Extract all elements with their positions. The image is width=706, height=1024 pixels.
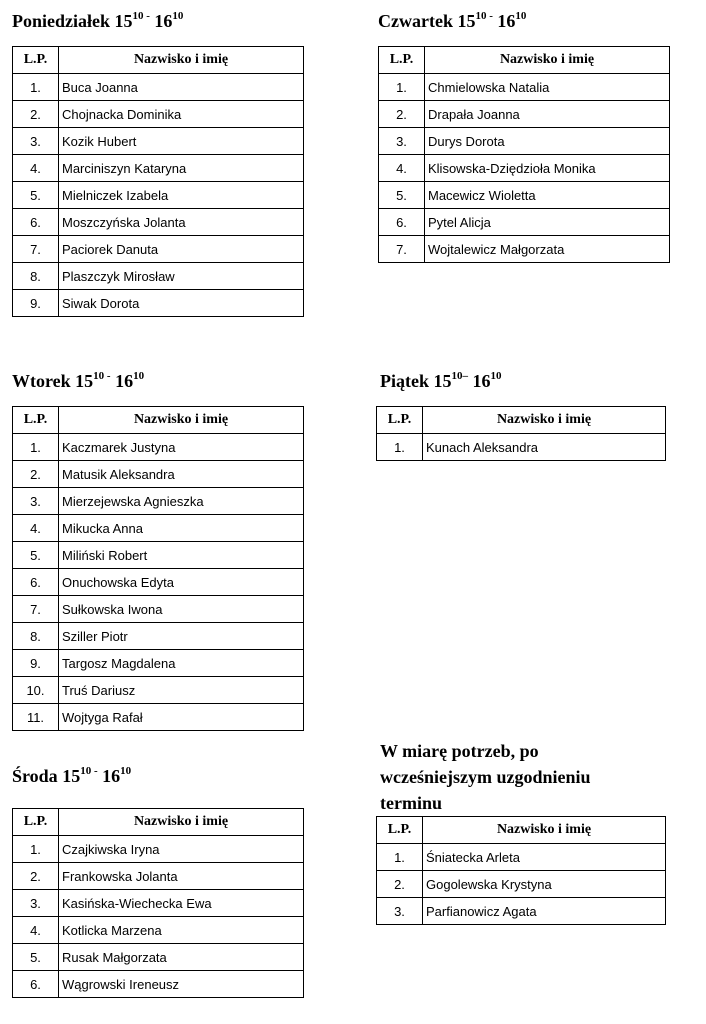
table-row	[377, 844, 666, 871]
row-number: 6.	[13, 209, 59, 236]
row-person-name: Wojtalewicz Małgorzata	[425, 236, 670, 263]
row-number: 2.	[377, 871, 423, 898]
col-header-lp: L.P.	[377, 407, 423, 434]
schedule-table	[376, 816, 666, 925]
table-row	[13, 596, 304, 623]
row-number: 7.	[13, 596, 59, 623]
section-title: Wtorek $15^{10}$ - $16^{10}$	[12, 370, 145, 391]
table-row	[379, 236, 670, 263]
section-title: Czwartek $15^{10}$ - $16^{10}$	[378, 10, 527, 31]
row-person-name: Klisowska-Dziędzioła Monika	[425, 155, 670, 182]
section-czwartek	[378, 10, 670, 263]
col-header-lp: L.P.	[13, 809, 59, 836]
row-number: 11.	[13, 704, 59, 731]
row-number: 4.	[13, 155, 59, 182]
row-number: 5.	[13, 182, 59, 209]
table-row	[13, 461, 304, 488]
row-person-name: Siwak Dorota	[59, 290, 304, 317]
row-number: 5.	[13, 944, 59, 971]
table-row	[13, 101, 304, 128]
row-person-name: Matusik Aleksandra	[59, 461, 304, 488]
section-piatek	[380, 370, 666, 461]
row-number: 2.	[13, 461, 59, 488]
table-row	[13, 515, 304, 542]
table-row	[377, 898, 666, 925]
row-number: 1.	[377, 844, 423, 871]
row-number: 10.	[13, 677, 59, 704]
table-row	[13, 863, 304, 890]
table-row	[13, 623, 304, 650]
row-number: 2.	[13, 101, 59, 128]
row-number: 9.	[13, 650, 59, 677]
col-header-lp: L.P.	[379, 47, 425, 74]
col-header-lp: L.P.	[13, 407, 59, 434]
row-person-name: Wągrowski Ireneusz	[59, 971, 304, 998]
row-person-name: Miliński Robert	[59, 542, 304, 569]
row-number: 6.	[379, 209, 425, 236]
row-person-name: Kozik Hubert	[59, 128, 304, 155]
row-number: 3.	[13, 128, 59, 155]
col-header-name: Nazwisko i imię	[59, 407, 304, 434]
row-person-name: Mikucka Anna	[59, 515, 304, 542]
table-row	[377, 434, 666, 461]
col-header-name: Nazwisko i imię	[59, 809, 304, 836]
row-number: 8.	[13, 263, 59, 290]
row-number: 9.	[13, 290, 59, 317]
schedule-table	[12, 808, 304, 998]
row-number: 4.	[379, 155, 425, 182]
table-row	[379, 182, 670, 209]
table-row	[379, 155, 670, 182]
table-row	[13, 263, 304, 290]
row-number: 4.	[13, 515, 59, 542]
table-row	[379, 101, 670, 128]
row-person-name: Wojtyga Rafał	[59, 704, 304, 731]
table-row	[13, 182, 304, 209]
table-row	[379, 128, 670, 155]
table-row	[13, 488, 304, 515]
row-person-name: Moszczyńska Jolanta	[59, 209, 304, 236]
row-number: 5.	[13, 542, 59, 569]
row-person-name: Buca Joanna	[59, 74, 304, 101]
section-inne	[380, 738, 666, 925]
row-person-name: Onuchowska Edyta	[59, 569, 304, 596]
table-row	[13, 74, 304, 101]
row-person-name: Mierzejewska Agnieszka	[59, 488, 304, 515]
row-person-name: Pytel Alicja	[425, 209, 670, 236]
schedule-table	[376, 406, 666, 461]
table-row	[13, 209, 304, 236]
row-number: 1.	[13, 74, 59, 101]
row-person-name: Kasińska-Wiechecka Ewa	[59, 890, 304, 917]
table-row	[13, 677, 304, 704]
row-number: 1.	[379, 74, 425, 101]
table-row	[13, 542, 304, 569]
row-person-name: Kunach Aleksandra	[423, 434, 666, 461]
table-row	[13, 917, 304, 944]
row-number: 7.	[379, 236, 425, 263]
section-title: Piątek $15^{10-}$ $16^{10}$	[380, 370, 502, 391]
col-header-name: Nazwisko i imię	[59, 47, 304, 74]
section-title: Środa $15^{10}$ - $16^{10}$	[12, 765, 132, 786]
row-person-name: Truś Dariusz	[59, 677, 304, 704]
section-wtorek	[12, 370, 304, 731]
row-number: 6.	[13, 569, 59, 596]
row-number: 6.	[13, 971, 59, 998]
table-row	[13, 434, 304, 461]
row-number: 1.	[377, 434, 423, 461]
table-row	[13, 155, 304, 182]
row-person-name: Paciorek Danuta	[59, 236, 304, 263]
row-person-name: Mielniczek Izabela	[59, 182, 304, 209]
table-row	[13, 836, 304, 863]
row-number: 4.	[13, 917, 59, 944]
table-row	[13, 569, 304, 596]
row-number: 3.	[13, 488, 59, 515]
row-number: 2.	[379, 101, 425, 128]
row-person-name: Macewicz Wioletta	[425, 182, 670, 209]
row-number: 5.	[379, 182, 425, 209]
col-header-lp: L.P.	[377, 817, 423, 844]
table-row	[13, 890, 304, 917]
row-person-name: Parfianowicz Agata	[423, 898, 666, 925]
col-header-lp: L.P.	[13, 47, 59, 74]
row-number: 3.	[379, 128, 425, 155]
row-person-name: Kaczmarek Justyna	[59, 434, 304, 461]
row-person-name: Sułkowska Iwona	[59, 596, 304, 623]
row-number: 3.	[13, 890, 59, 917]
table-row	[13, 944, 304, 971]
row-person-name: Chmielowska Natalia	[425, 74, 670, 101]
row-number: 2.	[13, 863, 59, 890]
row-person-name: Plaszczyk Mirosław	[59, 263, 304, 290]
table-row	[13, 128, 304, 155]
row-person-name: Kotlicka Marzena	[59, 917, 304, 944]
row-person-name: Gogolewska Krystyna	[423, 871, 666, 898]
row-person-name: Rusak Małgorzata	[59, 944, 304, 971]
row-person-name: Targosz Magdalena	[59, 650, 304, 677]
row-person-name: Chojnacka Dominika	[59, 101, 304, 128]
table-row	[379, 209, 670, 236]
table-row	[13, 704, 304, 731]
row-person-name: Durys Dorota	[425, 128, 670, 155]
table-row	[13, 971, 304, 998]
table-row	[13, 650, 304, 677]
section-title: W miarę potrzeb, po wcześniejszym uzgodnieniu terminu	[380, 741, 591, 813]
row-person-name: Drapała Joanna	[425, 101, 670, 128]
row-person-name: Marciniszyn Kataryna	[59, 155, 304, 182]
row-person-name: Śniatecka Arleta	[423, 844, 666, 871]
col-header-name: Nazwisko i imię	[425, 47, 670, 74]
table-row	[13, 290, 304, 317]
table-row	[13, 236, 304, 263]
row-person-name: Czajkiwska Iryna	[59, 836, 304, 863]
row-number: 8.	[13, 623, 59, 650]
table-row	[379, 74, 670, 101]
col-header-name: Nazwisko i imię	[423, 817, 666, 844]
section-title: Poniedziałek $15^{10}$ - $16^{10}$	[12, 10, 184, 31]
row-number: 1.	[13, 434, 59, 461]
row-person-name: Sziller Piotr	[59, 623, 304, 650]
row-number: 3.	[377, 898, 423, 925]
row-person-name: Frankowska Jolanta	[59, 863, 304, 890]
section-sroda	[12, 765, 304, 998]
row-number: 1.	[13, 836, 59, 863]
table-row	[377, 871, 666, 898]
schedule-table	[378, 46, 670, 263]
schedule-table	[12, 406, 304, 731]
schedule-table	[12, 46, 304, 317]
col-header-name: Nazwisko i imię	[423, 407, 666, 434]
section-poniedzialek	[12, 10, 304, 317]
row-number: 7.	[13, 236, 59, 263]
